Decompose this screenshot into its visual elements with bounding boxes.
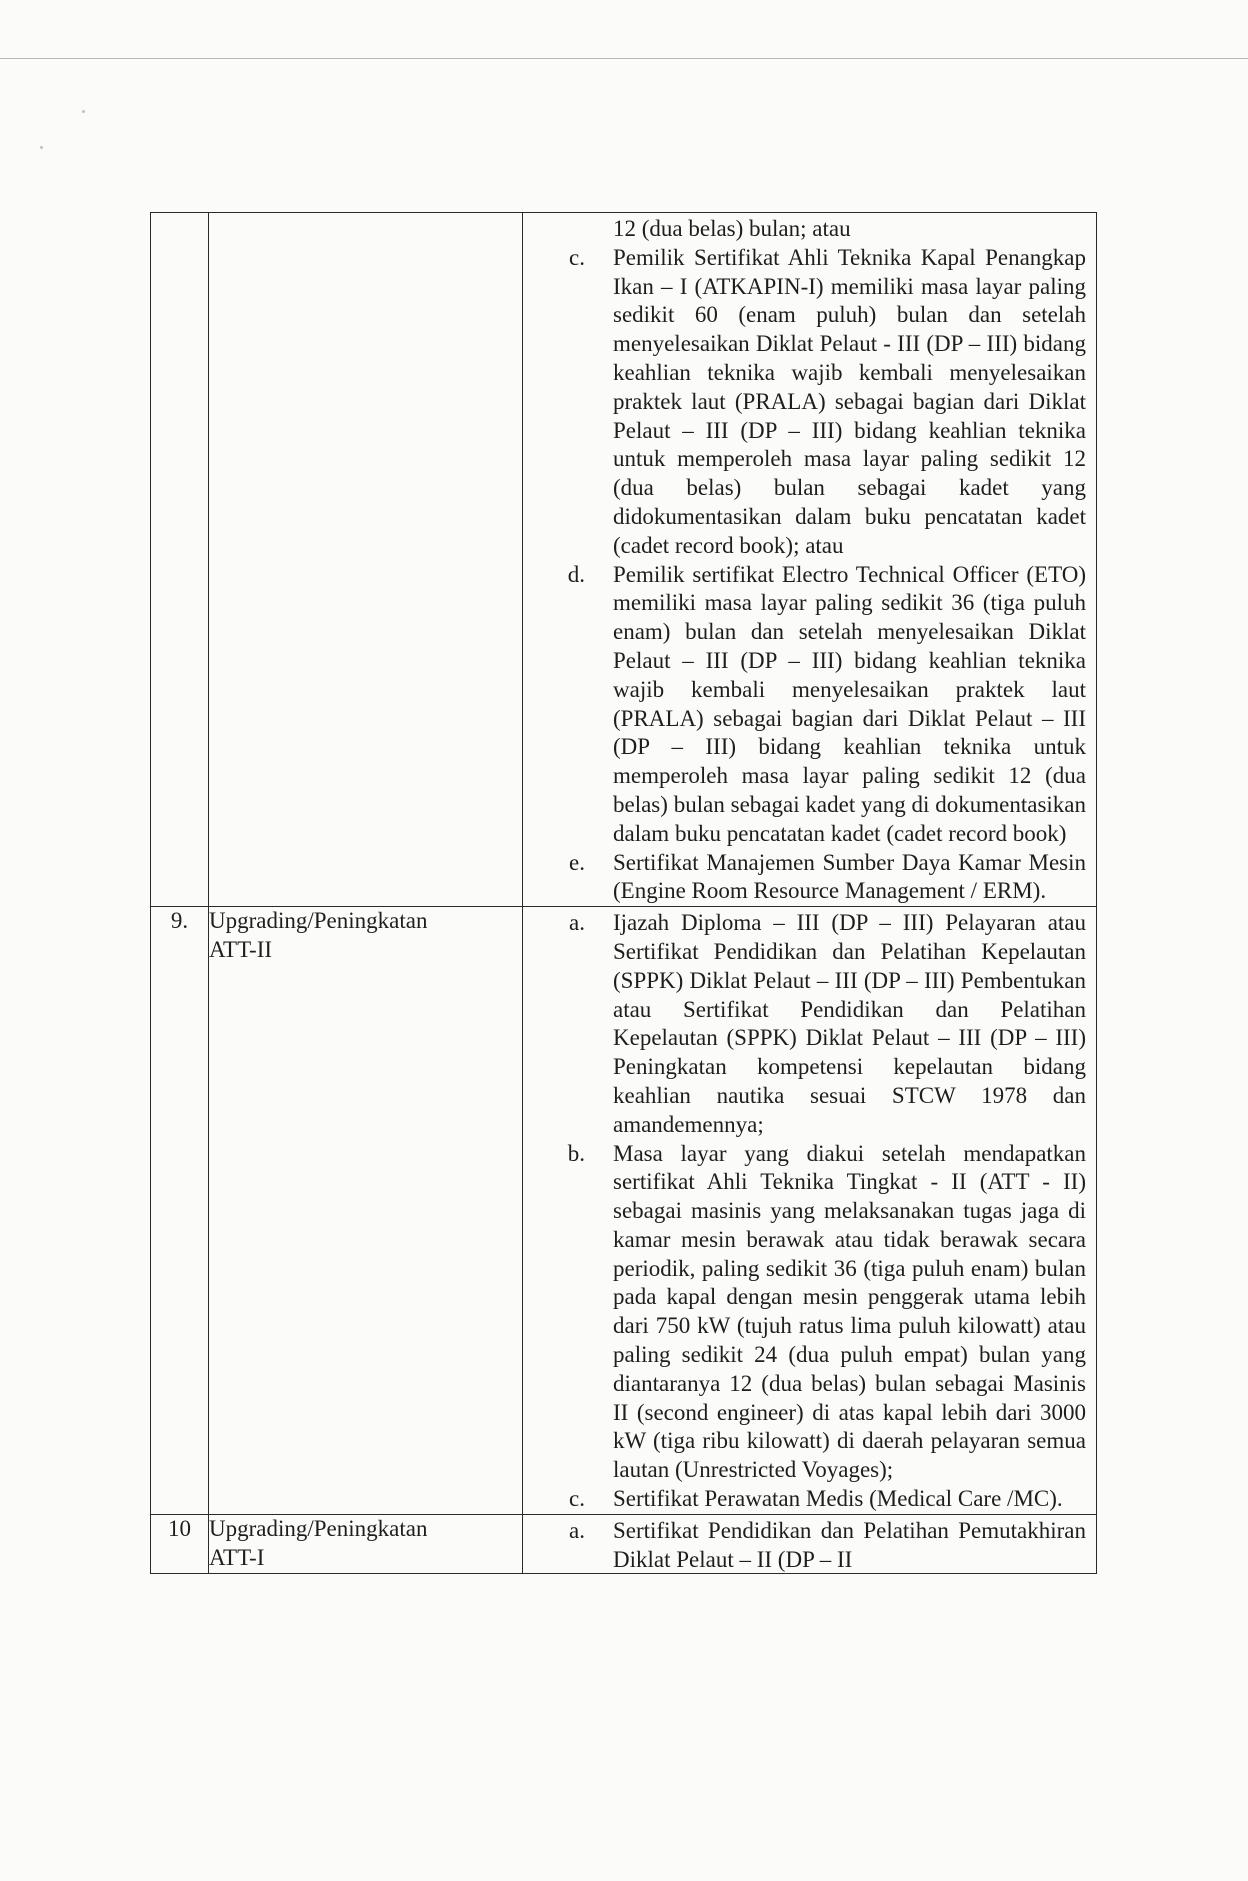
requirement-label: a. xyxy=(569,910,585,936)
requirement-text: Pemilik Sertifikat Ahli Teknika Kapal Penangkap Ikan – I (ATKAPIN-I) memiliki masa layar paling sedikit 60 (enam puluh) bulan dan setelah menyelesaikan Diklat Pelaut - III (DP – III) bidang keahlian teknika wajib kembali menyelesaikan praktek laut (PRALA) sebagai bagian dari Diklat Pelaut – III (DP – III) bidang keahlian teknika untuk memperoleh masa layar paling sedikit 12 (dua belas) bulan sebagai kadet yang didokumentasikan dalam buku pencatatan kadet (cadet record book); atau xyxy=(613,244,1086,558)
requirements-table xyxy=(150,212,1097,1574)
requirement-item xyxy=(523,1140,1086,1486)
requirement-text: Sertifikat Perawatan Medis (Medical Care /MC). xyxy=(613,1486,1063,1512)
requirement-label: e. xyxy=(569,849,585,875)
table-row xyxy=(151,213,1097,907)
program-cell xyxy=(209,1514,523,1573)
requirement-item xyxy=(523,1485,1086,1514)
requirement-item xyxy=(523,244,1086,561)
requirement-label: a. xyxy=(569,1517,585,1543)
requirement-item xyxy=(523,1517,1086,1573)
requirement-label: c. xyxy=(569,1486,585,1512)
requirement-text: Masa layar yang diakui setelah mendapatkan sertifikat Ahli Teknika Tingkat - II (ATT - II) sebagai masinis yang melaksanakan tugas jaga di kamar mesin berawak atau tidak berawak secara periodik, paling sedikit 36 (tiga puluh enam) bulan pada kapal dengan mesin penggerak utama lebih dari 750 kW (tujuh ratus lima puluh kilowatt) atau paling sedikit 24 (dua puluh empat) bulan yang diantaranya 12 (dua belas) bulan sebagai Masinis II (second engineer) di atas kapal lebih dari 3000 kW (tiga ribu kilowatt) di daerah pelayaran semua lautan (Unrestricted Voyages); xyxy=(613,1140,1086,1483)
requirement-item xyxy=(523,215,1086,244)
requirement-label: b. xyxy=(567,1140,585,1166)
row-number: 9. xyxy=(151,907,209,1515)
requirements-cell xyxy=(523,1514,1097,1573)
requirements-cell xyxy=(523,907,1097,1515)
requirement-item xyxy=(523,849,1086,907)
program-line: Upgrading/Peningkatan xyxy=(209,908,428,934)
program-line: ATT-II xyxy=(209,936,273,962)
requirement-text: Pemilik sertifikat Electro Technical Officer (ETO) memiliki masa layar paling sedikit 36 (tiga puluh enam) bulan dan setelah menyelesaikan Diklat Pelaut – III (DP – III) bidang keahlian teknika wajib kembali menyelesaikan praktek laut (PRALA) sebagai bagian dari Diklat Pelaut – III (DP – III) bidang keahlian teknika untuk memperoleh masa layar paling sedikit 12 (dua belas) bulan sebagai kadet yang di dokumentasikan dalam buku pencatatan kadet (cadet record book) xyxy=(613,561,1086,846)
requirement-text: Sertifikat Manajemen Sumber Daya Kamar Mesin (Engine Room Resource Management / ERM). xyxy=(613,849,1086,904)
requirement-item xyxy=(523,561,1086,849)
row-number xyxy=(151,213,209,907)
table-row xyxy=(151,907,1097,1515)
requirement-text: Sertifikat Pendidikan dan Pelatihan Pemutakhiran Diklat Pelaut – II (DP – II xyxy=(613,1517,1086,1572)
scan-speck xyxy=(82,110,85,113)
program-line: Upgrading/Peningkatan xyxy=(209,1515,428,1541)
scan-speck xyxy=(40,146,43,149)
program-line: ATT-I xyxy=(209,1544,265,1570)
requirement-item xyxy=(523,909,1086,1139)
scan-top-rule xyxy=(0,58,1248,59)
row-number: 10 xyxy=(151,1514,209,1573)
requirement-text: 12 (dua belas) bulan; atau xyxy=(613,216,851,241)
requirement-label: d. xyxy=(567,561,585,587)
program-cell xyxy=(209,213,523,907)
requirement-label: c. xyxy=(569,244,585,270)
table-row xyxy=(151,1514,1097,1573)
requirement-text: Ijazah Diploma – III (DP – III) Pelayaran atau Sertifikat Pendidikan dan Pelatihan Kepelautan (SPPK) Diklat Pelaut – III (DP – III) Pembentukan atau Sertifikat Pendidikan dan Pelatihan Kepelautan (SPPK) Diklat Pelaut – III (DP – III) Peningkatan kompetensi kepelautan bidang keahlian nautika sesuai STCW 1978 dan amandemennya; xyxy=(613,910,1086,1137)
requirements-cell xyxy=(523,213,1097,907)
program-cell xyxy=(209,907,523,1515)
